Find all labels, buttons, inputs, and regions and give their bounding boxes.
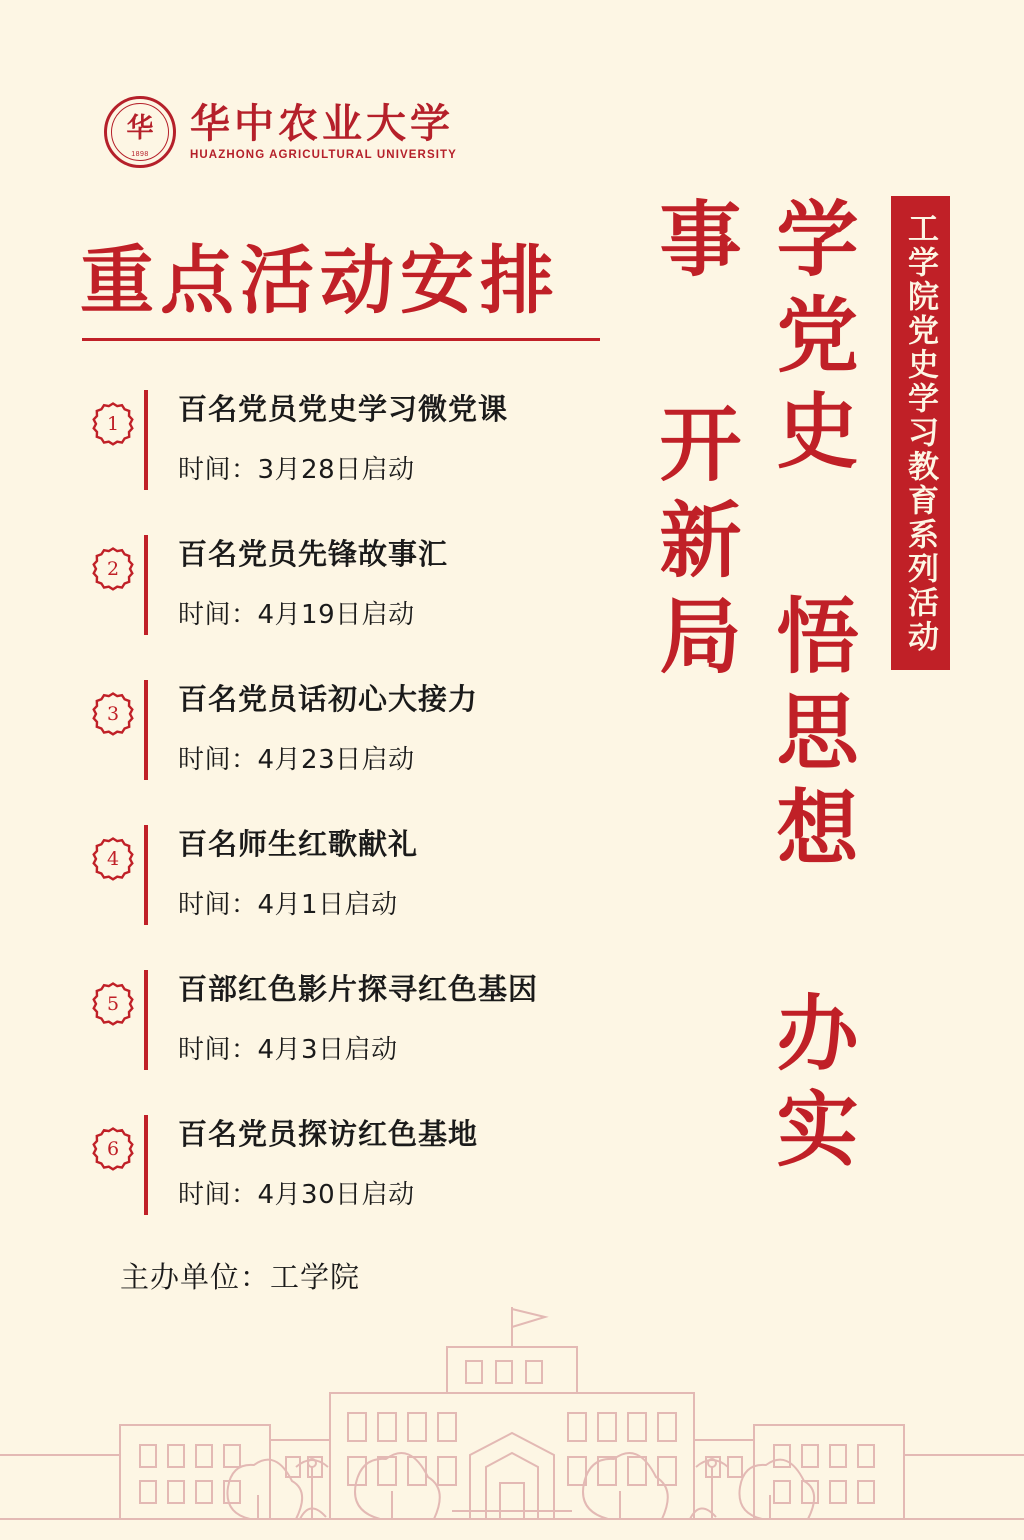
row-divider <box>144 970 148 1070</box>
row-divider <box>144 390 148 490</box>
list-item <box>82 1105 682 1250</box>
event-name: 百名党员话初心大接力 <box>178 682 479 716</box>
badge-number: 4 <box>106 848 120 870</box>
badge-number: 5 <box>106 993 120 1015</box>
vertical-subtitle-band: 工学院党史学习教育系列活动 <box>891 196 950 670</box>
badge-container <box>82 1105 144 1171</box>
gear-badge-icon <box>91 837 135 881</box>
badge-number: 6 <box>106 1138 120 1160</box>
event-text-group <box>178 525 448 631</box>
badge-container <box>82 670 144 736</box>
seal-year: 1898 <box>131 151 149 158</box>
university-seal-icon <box>104 96 176 168</box>
university-logo <box>104 96 457 168</box>
event-name: 百名党员先锋故事汇 <box>178 537 449 571</box>
university-name-en: HUAZHONG AGRICULTURAL UNIVERSITY <box>190 148 457 161</box>
badge-number: 3 <box>106 703 120 725</box>
organizer-text: 主办单位：工学院 <box>120 1260 361 1294</box>
campus-building-illustration <box>0 1305 1024 1535</box>
row-divider <box>144 1115 148 1215</box>
event-time: 时间：4月23日启动 <box>178 744 415 775</box>
list-item <box>82 525 682 670</box>
event-name: 百部红色影片探寻红色基因 <box>178 972 539 1006</box>
seal-mark: 华 <box>126 113 154 144</box>
event-time: 时间：4月1日启动 <box>178 889 398 920</box>
badge-container <box>82 525 144 591</box>
list-item <box>82 670 682 815</box>
vertical-slogan: 学党史 悟思想 办实事 开新局 <box>646 196 858 1182</box>
page-title: 重点活动安排 <box>80 238 560 324</box>
row-divider <box>144 680 148 780</box>
event-text-group <box>178 815 418 921</box>
row-divider <box>144 825 148 925</box>
logo-text <box>190 99 457 161</box>
event-list <box>82 380 682 1250</box>
gear-badge-icon <box>91 982 135 1026</box>
badge-number: 1 <box>106 413 120 435</box>
event-name: 百名党员党史学习微党课 <box>178 392 509 426</box>
university-name-cn: 华中农业大学 <box>190 99 454 147</box>
badge-number: 2 <box>106 558 120 580</box>
badge-container <box>82 960 144 1026</box>
event-time: 时间：3月28日启动 <box>178 454 415 485</box>
row-divider <box>144 535 148 635</box>
event-time: 时间：4月19日启动 <box>178 599 415 630</box>
list-item <box>82 960 682 1105</box>
event-text-group <box>178 670 478 776</box>
gear-badge-icon <box>91 547 135 591</box>
event-text-group <box>178 380 508 486</box>
gear-badge-icon <box>91 692 135 736</box>
title-divider <box>82 338 600 341</box>
list-item <box>82 380 682 525</box>
event-text-group <box>178 960 538 1066</box>
event-time: 时间：4月30日启动 <box>178 1179 415 1210</box>
event-time: 时间：4月3日启动 <box>178 1034 398 1065</box>
gear-badge-icon <box>91 402 135 446</box>
event-name: 百名党员探访红色基地 <box>178 1117 479 1151</box>
event-name: 百名师生红歌献礼 <box>178 827 419 861</box>
list-item <box>82 815 682 960</box>
badge-container <box>82 815 144 881</box>
badge-container <box>82 380 144 446</box>
event-text-group <box>178 1105 478 1211</box>
gear-badge-icon <box>91 1127 135 1171</box>
